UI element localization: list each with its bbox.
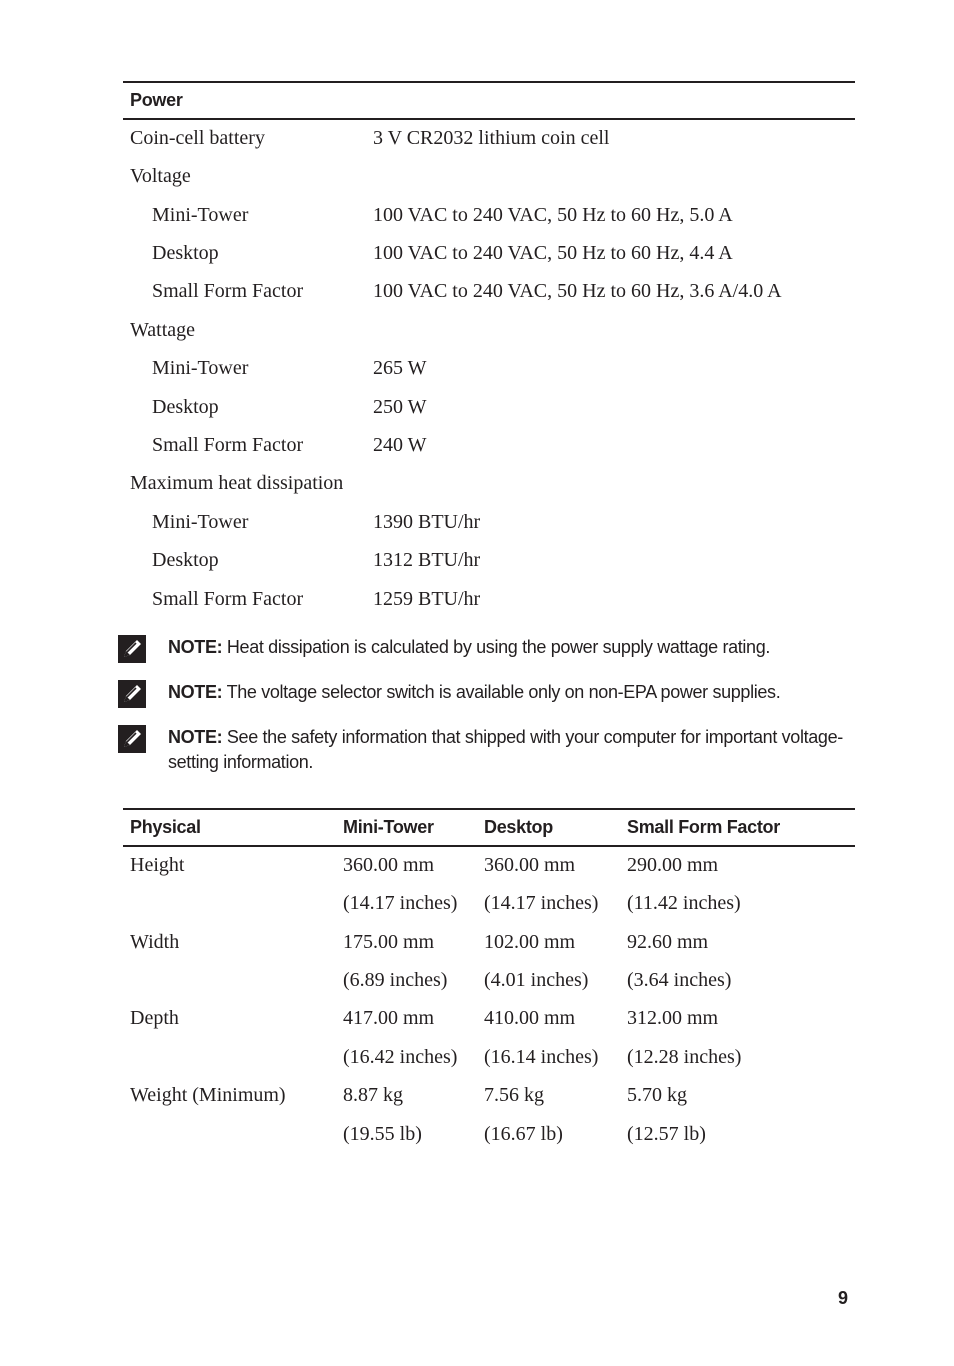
physical-cell-label: Width <box>130 931 180 953</box>
note-pencil-icon <box>118 635 146 663</box>
physical-header: Small Form Factor <box>627 817 780 837</box>
physical-cell: (12.57 lb) <box>627 1123 706 1145</box>
physical-cell: (14.17 inches) <box>343 892 458 914</box>
physical-table-top-rule <box>123 808 855 810</box>
note-label: NOTE: <box>168 727 223 747</box>
note-pencil-icon <box>118 725 146 753</box>
power-row-label: Mini-Tower <box>152 357 249 379</box>
physical-cell-label: Depth <box>130 1007 179 1029</box>
physical-cell: 290.00 mm <box>627 854 719 876</box>
power-row-label: Wattage <box>130 319 196 341</box>
physical-cell: (11.42 inches) <box>627 892 741 914</box>
physical-table-header-rule <box>123 845 855 847</box>
note-label: NOTE: <box>168 637 223 657</box>
physical-cell: (4.01 inches) <box>484 969 589 991</box>
physical-cell: 8.87 kg <box>343 1084 403 1106</box>
note-text <box>168 680 848 705</box>
physical-cell: (19.55 lb) <box>343 1123 422 1145</box>
physical-cell: 92.60 mm <box>627 931 709 953</box>
physical-header: Mini-Tower <box>343 817 434 837</box>
physical-header: Desktop <box>484 817 553 837</box>
power-table-header: Power <box>130 90 183 110</box>
page-number: 9 <box>838 1288 849 1308</box>
power-row-value: 250 W <box>373 396 427 418</box>
power-table-top-rule <box>123 81 855 83</box>
physical-cell: (16.42 inches) <box>343 1046 458 1068</box>
power-row-label: Desktop <box>152 242 219 264</box>
physical-cell-label: Weight (Minimum) <box>130 1084 286 1106</box>
physical-cell: (16.67 lb) <box>484 1123 563 1145</box>
physical-cell: 410.00 mm <box>484 1007 576 1029</box>
power-row-value: 265 W <box>373 357 427 379</box>
note-text <box>168 725 848 775</box>
power-row-value: 1312 BTU/hr <box>373 549 481 571</box>
physical-cell: 417.00 mm <box>343 1007 435 1029</box>
power-row-label: Maximum heat dissipation <box>130 472 344 494</box>
physical-cell: 360.00 mm <box>343 854 435 876</box>
note-label: NOTE: <box>168 682 223 702</box>
physical-cell: (6.89 inches) <box>343 969 448 991</box>
power-row-value: 100 VAC to 240 VAC, 50 Hz to 60 Hz, 4.4 A <box>373 242 733 264</box>
physical-cell: 312.00 mm <box>627 1007 719 1029</box>
note-body: The voltage selector switch is available only on non-EPA power supplies. <box>222 682 781 702</box>
power-table-header-rule <box>123 118 855 120</box>
physical-header: Physical <box>130 817 201 837</box>
physical-cell: (12.28 inches) <box>627 1046 742 1068</box>
power-row-value: 3 V CR2032 lithium coin cell <box>373 127 610 149</box>
power-row-label: Small Form Factor <box>152 434 304 456</box>
power-row-value: 240 W <box>373 434 427 456</box>
power-row-value: 100 VAC to 240 VAC, 50 Hz to 60 Hz, 3.6 A/4.0 A <box>373 280 782 302</box>
note-body: See the safety information that shipped with your computer for important voltage-setting information. <box>168 727 843 772</box>
physical-cell: 175.00 mm <box>343 931 435 953</box>
physical-cell: 7.56 kg <box>484 1084 544 1106</box>
power-row-label: Mini-Tower <box>152 204 249 226</box>
physical-cell: (3.64 inches) <box>627 969 732 991</box>
note-pencil-icon <box>118 680 146 708</box>
power-row-label: Desktop <box>152 549 219 571</box>
note-text <box>168 635 848 660</box>
power-row-value: 100 VAC to 240 VAC, 50 Hz to 60 Hz, 5.0 A <box>373 204 733 226</box>
power-row-label: Coin-cell battery <box>130 127 265 149</box>
power-row-label: Mini-Tower <box>152 511 249 533</box>
power-row-label: Voltage <box>130 165 191 187</box>
physical-cell: 360.00 mm <box>484 854 576 876</box>
physical-cell: (16.14 inches) <box>484 1046 599 1068</box>
power-row-label: Small Form Factor <box>152 280 304 302</box>
power-row-value: 1390 BTU/hr <box>373 511 481 533</box>
power-row-label: Small Form Factor <box>152 588 304 610</box>
note-body: Heat dissipation is calculated by using the power supply wattage rating. <box>222 637 771 657</box>
physical-cell-label: Height <box>130 854 185 876</box>
physical-cell: 5.70 kg <box>627 1084 687 1106</box>
physical-cell: (14.17 inches) <box>484 892 599 914</box>
physical-cell: 102.00 mm <box>484 931 576 953</box>
power-row-label: Desktop <box>152 396 219 418</box>
power-row-value: 1259 BTU/hr <box>373 588 481 610</box>
